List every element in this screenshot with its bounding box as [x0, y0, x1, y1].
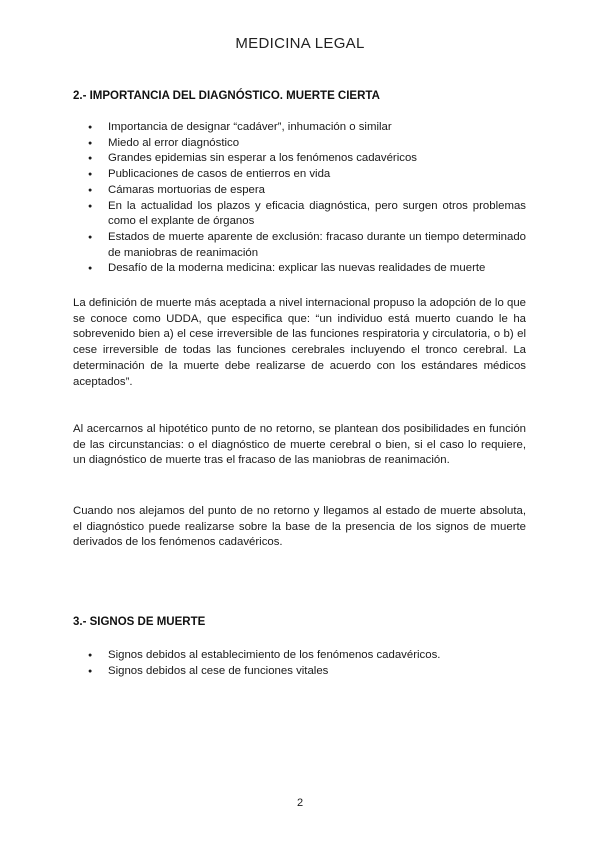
page-header-title: MEDICINA LEGAL: [235, 35, 365, 52]
section-3-bullet-list: [86, 648, 526, 679]
paragraph-no-return-point: Al acercarnos al hipotético punto de no retorno, se plantean dos posibilidades en función de las circunstancias: o el diagnóstico de muerte cerebral o bien, si el caso lo requiere, un diagnóstico de muerte tras el fracaso de las maniobras de reanimación.: [73, 423, 526, 467]
section-3-heading: 3.- SIGNOS DE MUERTE: [73, 616, 206, 628]
list-item: ● Miedo al error diagnóstico: [86, 136, 526, 152]
paragraph-absolute-death: Cuando nos alejamos del punto de no retorno y llegamos al estado de muerte absoluta, el diagnóstico puede realizarse sobre la base de la presencia de los signos de muerte derivados de los fenómenos cadavéricos.: [73, 505, 526, 549]
list-item: ● Cámaras mortuorias de espera: [86, 183, 526, 199]
list-item: ● Estados de muerte aparente de exclusión: fracaso durante un tiempo determinado de maniobras de reanimación: [86, 230, 526, 261]
list-item: ● Signos debidos al establecimiento de los fenómenos cadavéricos.: [86, 648, 526, 664]
list-item: ● En la actualidad los plazos y eficacia diagnóstica, pero surgen otros problemas como el explante de órganos: [86, 199, 526, 230]
list-item: ● Desafío de la moderna medicina: explicar las nuevas realidades de muerte: [86, 261, 526, 277]
paragraph-udda-definition: La definición de muerte más aceptada a nivel internacional propuso la adopción de lo que se conoce como UDDA, que especifica que: “un individuo está muerto cuando le ha sobrevenido bien a) el cese irreversible de las funciones respiratoria y circulatoria, o b) el cese irreversible de todas las funciones cerebrales incluyendo el tronco cerebral. La determinación de la muerte debe realizarse de acuerdo con los estándares médicos aceptados”.: [73, 297, 526, 388]
section-2-bullet-list: [86, 120, 526, 277]
section-2-heading: 2.- IMPORTANCIA DEL DIAGNÓSTICO. MUERTE CIERTA: [73, 90, 380, 102]
list-item: ● Grandes epidemias sin esperar a los fenómenos cadavéricos: [86, 151, 526, 167]
list-item: ● Importancia de designar “cadáver”, inhumación o similar: [86, 120, 526, 136]
list-item: ● Publicaciones de casos de entierros en vida: [86, 167, 526, 183]
page-number: 2: [296, 797, 304, 809]
list-item: ● Signos debidos al cese de funciones vitales: [86, 664, 526, 680]
